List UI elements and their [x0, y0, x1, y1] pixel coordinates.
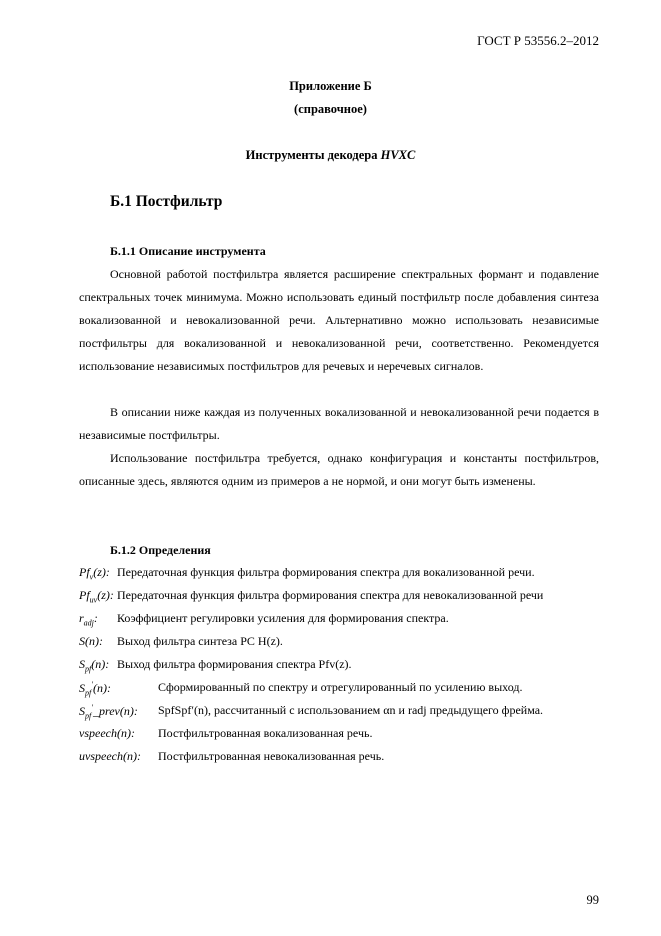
appendix-subtitle: [0, 148, 661, 163]
definition-term: $Pf_v(z)$:: [79, 565, 110, 582]
definition-desc: Постфильтрованная вокализованная речь.: [158, 726, 373, 740]
appendix-note: (справочное): [294, 102, 367, 116]
paragraph-2: В описании ниже каждая из полученных вокализованной и невокализованной речи подается в независимые постфильтры.: [79, 405, 599, 442]
definition-desc: Передаточная функция фильтра формирования спектра для вокализованной речи.: [117, 565, 535, 579]
definition-term: $S_{pf}'\_prev(n)$:: [79, 703, 138, 721]
definition-term: $S_{pf}'(n)$:: [79, 680, 111, 698]
page-number: 99: [586, 893, 599, 907]
definition-term: S(n):: [79, 634, 103, 648]
subsection-heading-2: Б.1.2 Определения: [110, 543, 211, 557]
subsection-heading-1: Б.1.1 Описание инструмента: [110, 244, 266, 258]
appendix-title: Приложение Б: [289, 79, 372, 93]
subtitle-prefix: Инструменты декодера: [245, 148, 381, 162]
definition-term: vspeech(n):: [79, 726, 135, 740]
section-heading: Б.1 Постфильтр: [110, 193, 223, 210]
definition-term: $r_{adj}$:: [79, 611, 98, 628]
paragraph-3: Использование постфильтра требуется, однако конфигурация и константы постфильтров, описанные здесь, являются одним из примеров а не нормой, и они могут быть изменены.: [79, 451, 599, 488]
definition-term: uvspeech(n):: [79, 749, 141, 763]
definition-desc: Сформированный по спектру и отрегулированный по усилению выход.: [158, 680, 523, 694]
definition-desc: Передаточная функция фильтра формирования спектра для невокализованной речи: [117, 588, 544, 602]
subtitle-em: HVXC: [380, 148, 416, 162]
definition-desc: Выход фильтра формирования спектра Pfv(z).: [117, 657, 352, 671]
definition-desc: Коэффициент регулировки усиления для формирования спектра.: [117, 611, 449, 625]
definition-term: $S_{pf}(n)$:: [79, 657, 110, 674]
definition-desc: Выход фильтра синтеза PC H(z).: [117, 634, 283, 648]
paragraph-1: Основной работой постфильтра является расширение спектральных формант и подавление спектральных точек минимума. Можно использовать единый постфильтр после добавления синтеза вокализованной и невокализованной речи. Альтернативно можно использовать независимые постфильтры для вокализованной и невокализованной речи, соответственно. Рекомендуется использование независимых постфильтров для речевых и неречевых сигналов.: [79, 267, 599, 373]
definition-term: $Pf_{uv}(z)$:: [79, 588, 114, 605]
definition-desc: SpfSpf′(n), рассчитанный с использованием αn и radj предыдущего фрейма.: [158, 703, 544, 717]
definition-desc: Постфильтрованная невокализованная речь.: [158, 749, 385, 763]
document-code: ГОСТ Р 53556.2–2012: [477, 33, 599, 48]
